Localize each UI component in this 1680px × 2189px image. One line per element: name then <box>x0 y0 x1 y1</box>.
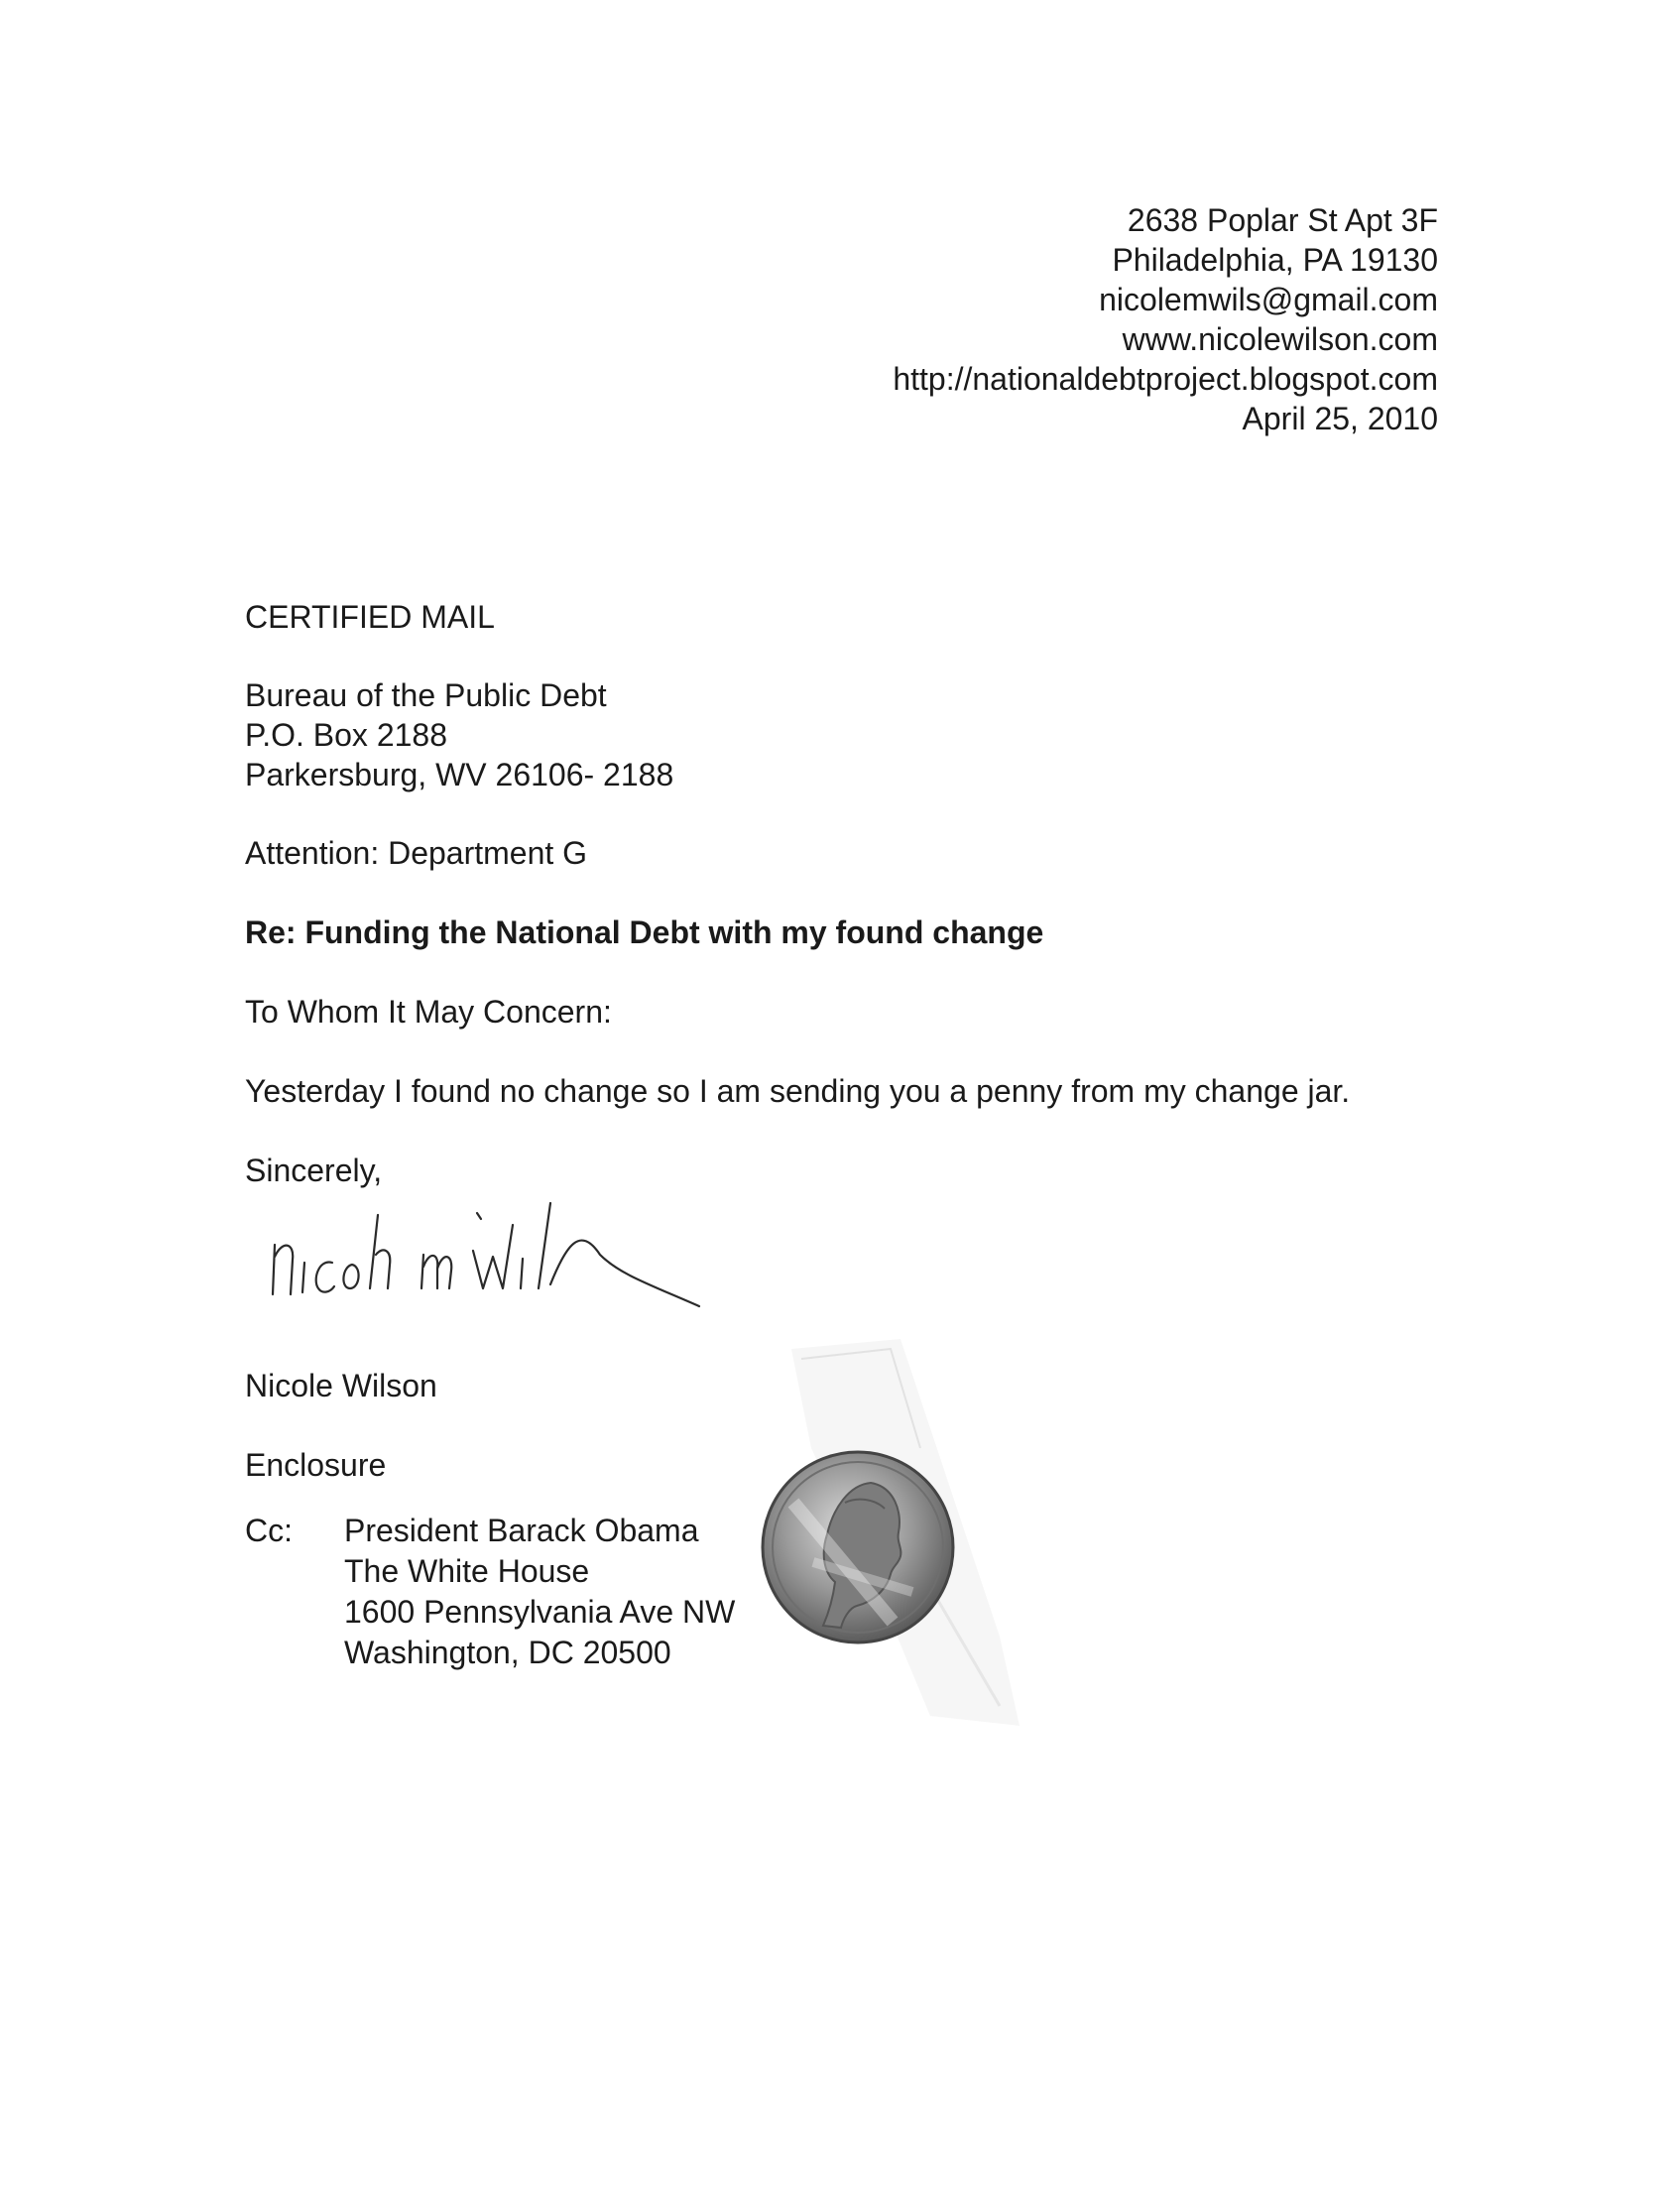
cc-address <box>344 1511 735 1673</box>
salutation: To Whom It May Concern: <box>245 994 612 1030</box>
sender-address-line1: 2638 Poplar St Apt 3F <box>1127 202 1438 238</box>
recipient-name: Bureau of the Public Debt <box>245 677 607 713</box>
sender-blog-url: http://nationaldebtproject.blogspot.com <box>893 361 1438 397</box>
body-paragraph: Yesterday I found no change so I am sending you a penny from my change jar. <box>245 1073 1351 1109</box>
sender-block <box>893 200 1438 438</box>
recipient-city-line: Parkersburg, WV 26106- 2188 <box>245 757 674 792</box>
subject-line: Re: Funding the National Debt with my found change <box>245 914 1044 950</box>
cc-line: President Barack Obama <box>344 1513 699 1548</box>
sender-email: nicolemwils@gmail.com <box>1099 282 1438 317</box>
cc-line: Washington, DC 20500 <box>344 1635 671 1670</box>
signer-name: Nicole Wilson <box>245 1368 437 1403</box>
handwritten-signature <box>253 1185 729 1324</box>
recipient-po-box: P.O. Box 2188 <box>245 717 447 753</box>
closing: Sincerely, <box>245 1153 383 1188</box>
letter-date: April 25, 2010 <box>1242 401 1438 436</box>
enclosure-note: Enclosure <box>245 1447 387 1483</box>
attention-line: Attention: Department G <box>245 835 588 871</box>
penny-image <box>754 1443 962 1651</box>
recipient-block <box>245 675 673 794</box>
cc-label: Cc: <box>245 1513 293 1548</box>
cc-line: 1600 Pennsylvania Ave NW <box>344 1594 736 1630</box>
cc-line: The White House <box>344 1553 590 1589</box>
sender-website: www.nicolewilson.com <box>1122 321 1438 357</box>
mail-type: CERTIFIED MAIL <box>245 599 495 635</box>
sender-address-line2: Philadelphia, PA 19130 <box>1112 242 1438 278</box>
